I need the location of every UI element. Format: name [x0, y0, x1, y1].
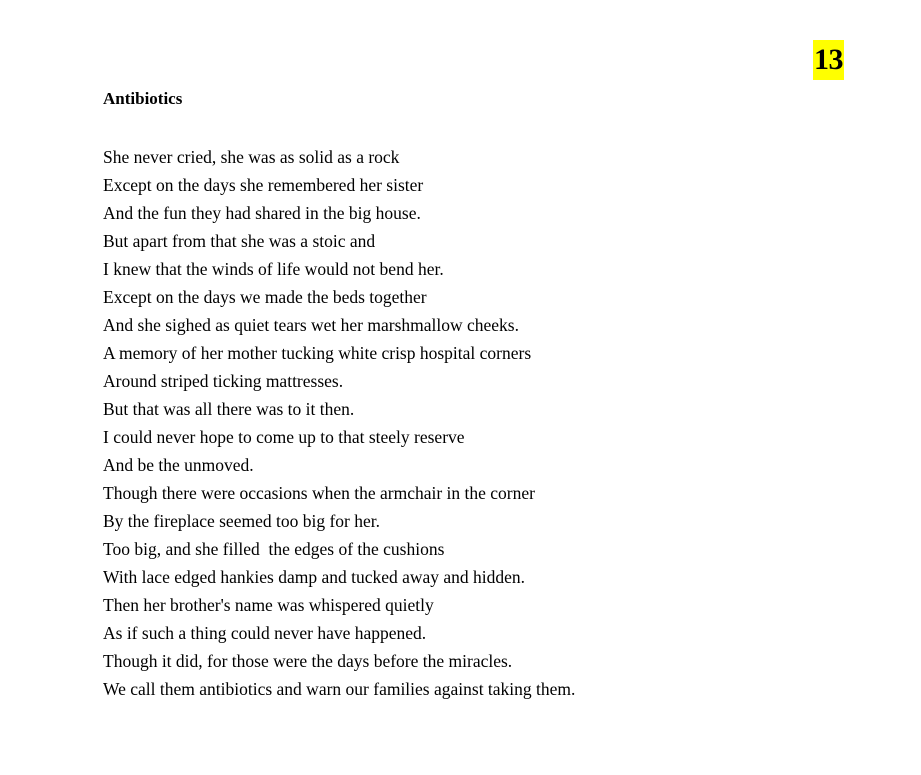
poem-line: I could never hope to come up to that steely reserve [103, 427, 465, 447]
poem-line: And be the unmoved. [103, 455, 254, 475]
page-number: 13 [813, 40, 844, 80]
poem-line: And she sighed as quiet tears wet her marshmallow cheeks. [103, 315, 519, 335]
poem-line: With lace edged hankies damp and tucked away and hidden. [103, 567, 526, 587]
poem-line: Though it did, for those were the days before the miracles. [103, 651, 513, 671]
poem-line: But apart from that she was a stoic and [103, 231, 376, 251]
poem-line: We call them antibiotics and warn our families against taking them. [103, 679, 576, 699]
poem-line: Around striped ticking mattresses. [103, 371, 344, 391]
poem-line: Too big, and she filled the edges of the cushions [103, 539, 445, 559]
poem-body [103, 143, 575, 703]
poem-title: Antibiotics [103, 89, 183, 108]
poem-line: But that was all there was to it then. [103, 399, 355, 419]
poem-line: Except on the days she remembered her sister [103, 175, 424, 195]
poem-line: Then her brother's name was whispered quietly [103, 595, 434, 615]
poem-line: A memory of her mother tucking white crisp hospital corners [103, 343, 532, 363]
poem-line: By the fireplace seemed too big for her. [103, 511, 380, 531]
poem-line: As if such a thing could never have happened. [103, 623, 427, 643]
poem-line: Though there were occasions when the armchair in the corner [103, 483, 535, 503]
poem-line: She never cried, she was as solid as a rock [103, 147, 400, 167]
poem-line: Except on the days we made the beds together [103, 287, 427, 307]
poem-line: And the fun they had shared in the big house. [103, 203, 421, 223]
poem-line: I knew that the winds of life would not bend her. [103, 259, 444, 279]
